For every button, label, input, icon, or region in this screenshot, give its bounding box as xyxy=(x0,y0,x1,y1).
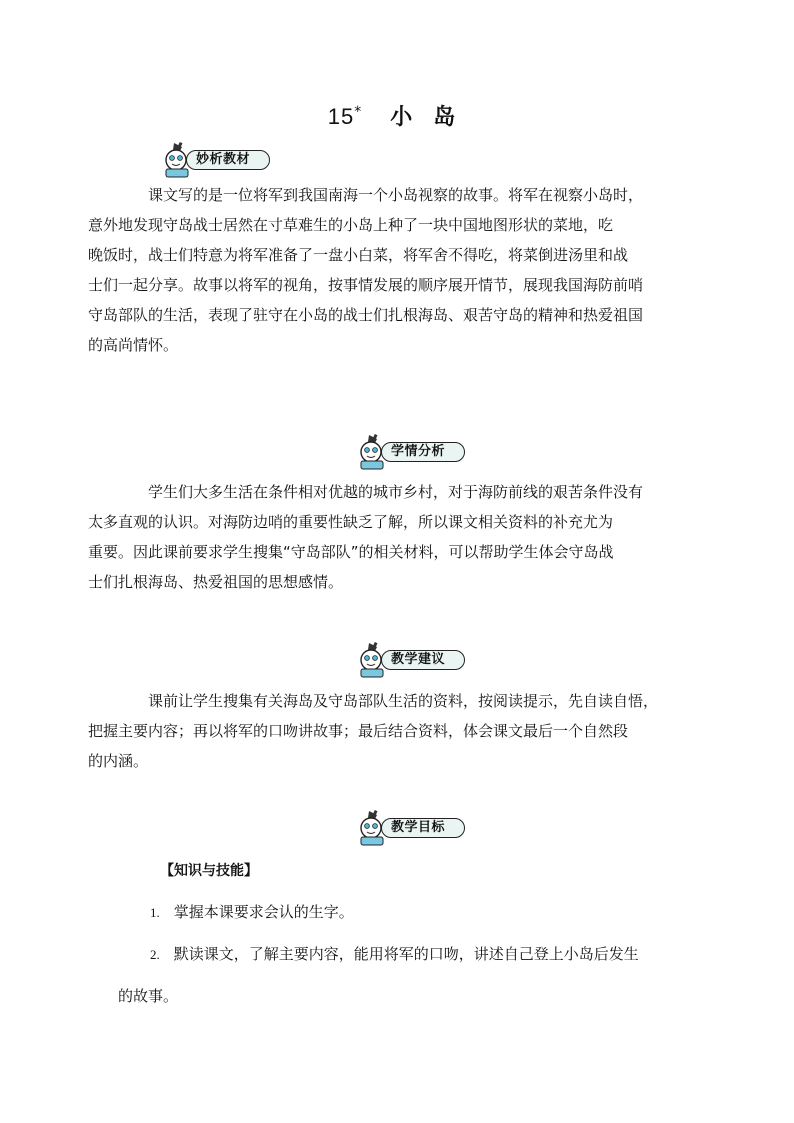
item-number: 1. xyxy=(150,905,160,920)
text-line: 太多直观的认识。对海防边哨的重要性缺乏了解，所以课文相关资料的补充尤为 xyxy=(88,513,614,531)
mascot-icon xyxy=(355,808,395,848)
lesson-mark: * xyxy=(354,103,363,120)
badge-label: 教学目标 xyxy=(391,820,446,835)
title-char-1: 小 xyxy=(390,105,414,130)
goals-heading: 【知识与技能】 xyxy=(160,863,258,879)
text-line: 重要。因此课前要求学生搜集“守岛部队”的相关材料，可以帮助学生体会守岛战 xyxy=(88,543,614,561)
text-line: 学生们大多生活在条件相对优越的城市乡村，对于海防前线的艰苦条件没有 xyxy=(148,483,644,501)
text-line: 把握主要内容；再以将军的口吻讲故事；最后结合资料，体会课文最后一个自然段 xyxy=(88,722,629,740)
section-badge-goals xyxy=(355,808,467,848)
mascot-icon xyxy=(355,640,395,680)
section-badge-analysis xyxy=(160,140,272,180)
mascot-icon xyxy=(160,140,200,180)
item-text: 掌握本课要求会认的生字。 xyxy=(173,903,354,921)
item-number: 2. xyxy=(150,947,160,962)
paragraph-students xyxy=(88,477,678,597)
text-line: 课前让学生搜集有关海岛及守岛部队生活的资料，按阅读提示，先自读自悟， xyxy=(148,692,659,710)
badge-label: 教学建议 xyxy=(391,652,446,667)
text-line: 守岛部队的生活，表现了驻守在小岛的战士们扎根海岛、艰苦守岛的精神和热爱祖国 xyxy=(88,306,644,324)
text-line: 意外地发现守岛战士居然在寸草难生的小岛上种了一块中国地图形状的菜地，吃 xyxy=(88,216,614,234)
badge-label: 学情分析 xyxy=(391,444,446,459)
item-text: 默读课文，了解主要内容，能用将军的口吻，讲述自己登上小岛后发生 xyxy=(173,945,639,963)
text-line: 的内涵。 xyxy=(88,752,149,770)
text-line: 晚饭时，战士们特意为将军准备了一盘小白菜，将军舍不得吃，将菜倒进汤里和战 xyxy=(88,246,629,264)
text-line: 士们扎根海岛、热爱祖国的思想感情。 xyxy=(88,573,344,591)
text-line: 课文写的是一位将军到我国南海一个小岛视察的故事。将军在视察小岛时， xyxy=(148,186,644,204)
page-title xyxy=(0,100,794,131)
list-item xyxy=(150,934,690,975)
text-line: 士们一起分享。故事以将军的视角，按事情发展的顺序展开情节，展现我国海防前哨 xyxy=(88,276,644,294)
section-badge-suggest xyxy=(355,640,467,680)
item-continuation: 的故事。 xyxy=(118,987,179,1005)
text-line: 的高尚情怀。 xyxy=(88,336,179,354)
title-char-2: 岛 xyxy=(433,105,457,130)
lesson-number: 15 xyxy=(327,104,355,129)
section-badge-students xyxy=(355,432,467,472)
mascot-icon xyxy=(355,432,395,472)
list-item xyxy=(150,892,690,933)
paragraph-analysis xyxy=(88,180,678,360)
paragraph-suggest xyxy=(88,686,678,776)
badge-label: 妙析教材 xyxy=(196,152,251,167)
